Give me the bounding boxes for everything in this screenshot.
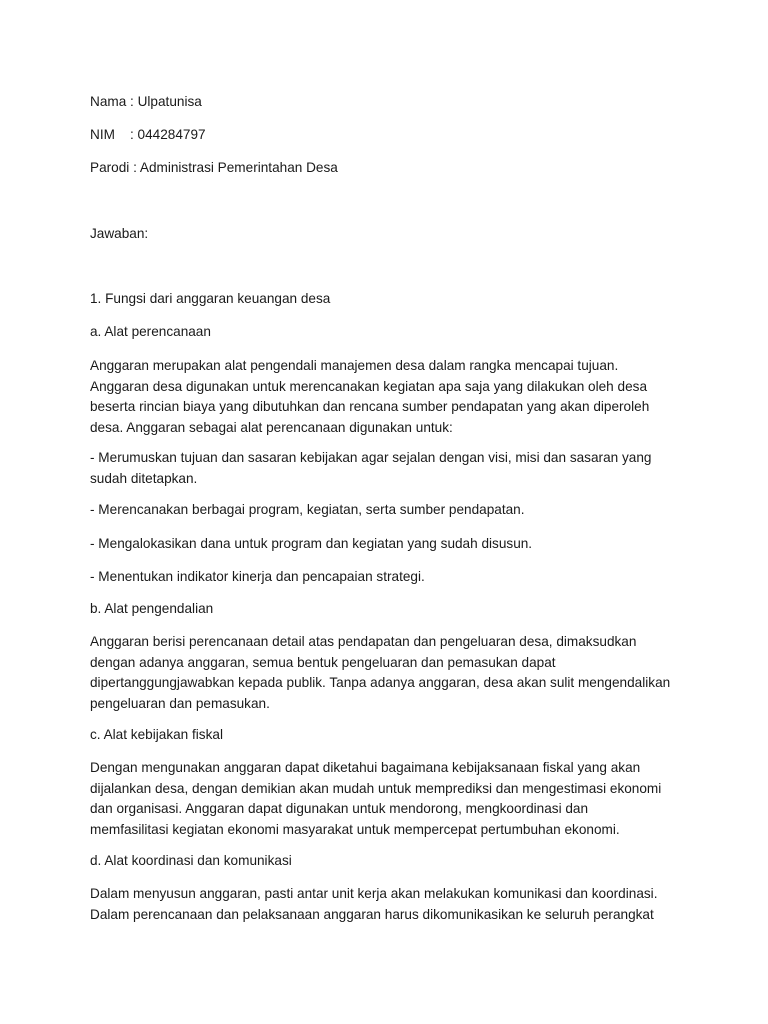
paragraph-line: dipertanggungjawabkan kepada publik. Tanpa adanya anggaran, desa akan sulit mengendalikan (90, 675, 671, 690)
student-nim (90, 125, 206, 146)
bullet-item: - Menentukan indikator kinerja dan pencapaian strategi. (90, 569, 425, 584)
paragraph-line: Dengan mengunakan anggaran dapat diketahui bagaimana kebijaksanaan fiskal yang akan (90, 760, 641, 775)
section-title: 1. Fungsi dari anggaran keuangan desa (90, 291, 331, 306)
bullet-item: - Merencanakan berbagai program, kegiatan, serta sumber pendapatan. (90, 502, 525, 517)
paragraph-line: Anggaran merupakan alat pengendali manajemen desa dalam rangka mencapai tujuan. (90, 358, 619, 373)
bullet-item (90, 448, 690, 489)
paragraph-line: Dalam perencanaan dan pelaksanaan anggaran harus dikomunikasikan ke seluruh perangkat (90, 906, 654, 922)
paragraph-a (90, 356, 690, 438)
paragraph-line: Anggaran desa digunakan untuk merencanakan kegiatan apa saja yang dilakukan oleh desa (90, 378, 647, 394)
study-program: Parodi : Administrasi Pemerintahan Desa (90, 160, 338, 175)
paragraph-line: memfasilitasi kegiatan ekonomi masyarakat untuk mempercepat pertumbuhan ekonomi. (90, 821, 620, 837)
paragraph-line: dengan adanya anggaran, semua bentuk pengeluaran dan pemasukan dapat (90, 654, 556, 670)
nim-value: : 044284797 (130, 127, 206, 142)
paragraph-line: dan organisasi. Anggaran dapat digunakan untuk mendorong, mengkoordinasi dan (90, 801, 589, 816)
answer-label: Jawaban: (90, 226, 149, 241)
subheading-c: c. Alat kebijakan fiskal (90, 727, 223, 742)
bullet-item: - Mengalokasikan dana untuk program dan kegiatan yang sudah disusun. (90, 536, 533, 551)
subheading-d: d. Alat koordinasi dan komunikasi (90, 853, 292, 868)
subheading-b: b. Alat pengendalian (90, 601, 214, 616)
paragraph-line: beserta rincian biaya yang dibutuhkan dan rencana sumber pendapatan yang akan diperoleh (90, 399, 650, 414)
paragraph-line: desa. Anggaran sebagai alat perencanaan digunakan untuk: (90, 419, 453, 435)
bullet-line: - Merumuskan tujuan dan sasaran kebijakan agar sejalan dengan visi, misi dan sasaran yang (90, 450, 652, 465)
student-name: Nama : Ulpatunisa (90, 94, 202, 109)
paragraph-line: dijalankan desa, dengan demikian akan mudah untuk memprediksi dan mengestimasi ekonomi (90, 780, 662, 796)
paragraph-line: pengeluaran dan pemasukan. (90, 695, 270, 711)
paragraph-line: Dalam menyusun anggaran, pasti antar unit kerja akan melakukan komunikasi dan koordinasi. (90, 886, 658, 901)
nim-label: NIM (90, 127, 115, 142)
paragraph-d (90, 884, 690, 925)
subheading-a: a. Alat perencanaan (90, 324, 211, 339)
bullet-line: sudah ditetapkan. (90, 470, 198, 486)
paragraph-c (90, 758, 690, 840)
paragraph-b (90, 632, 690, 714)
paragraph-line: Anggaran berisi perencanaan detail atas pendapatan dan pengeluaran desa, dimaksudkan (90, 634, 637, 649)
